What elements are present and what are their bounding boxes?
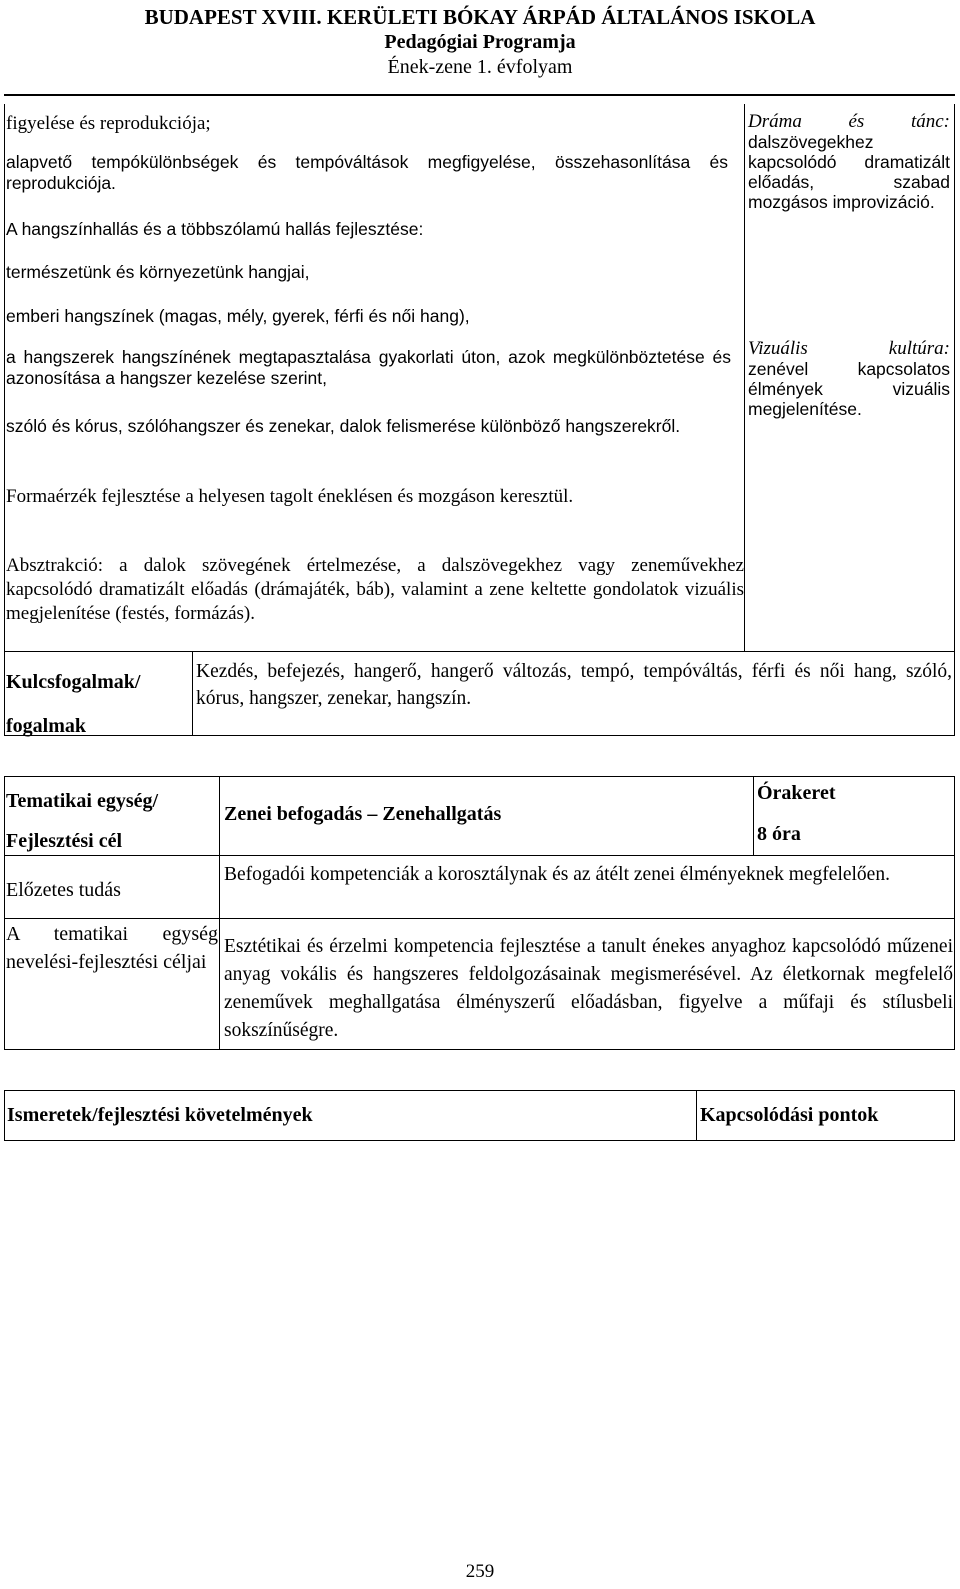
visual-text: zenével kapcsolatos élmények vizuális megjelenítése. [748,359,950,419]
unit-label-line: Fejlesztési cél [6,830,123,852]
unit-label [6,781,216,861]
unit-hours-divider [753,776,754,855]
paragraph: figyelése és reprodukciója; [6,113,211,134]
key-concepts-label: Kulcsfogalmak/ fogalmak [6,671,141,737]
visual-connection [748,339,950,419]
visual-title: Vizuális kultúra: [748,338,950,359]
paragraph: szóló és kórus, szólóhangszer és zenekar, dalok felismerése különböző hangszerekről. [6,416,681,436]
requirements-left-header: Ismeretek/fejlesztési követelmények [7,1104,313,1126]
header-rule [4,94,955,96]
school-name: BUDAPEST XVIII. KERÜLETI BÓKAY ÁRPÁD ÁLTALÁNOS ISKOLA [144,5,816,29]
drama-title: Dráma és tánc: [748,111,950,132]
page-header [0,0,960,80]
requirements-right-header: Kapcsolódási pontok [700,1104,879,1126]
program-title: Pedagógiai Programja [384,31,576,53]
paragraph: Absztrakció: a dalok szövegének értelmezése, a dalszövegekhez vagy zeneművekhez kapcsolódó dramatizált előadás (drámajáték, báb), valamint a zene keltette gondolatok vizuális megjelenítése (festés, formázás). [6,555,744,624]
requirements-divider [696,1090,697,1141]
prior-knowledge-text: Befogadói kompetenciák a korosztálynak és az átélt zenei élményeknek megfelelően. [224,864,890,885]
unit-goals-label: A tematikai egység nevelési-fejlesztési céljai [6,923,218,973]
unit-goals-text: Esztétikai és érzelmi kompetencia fejlesztése a tanult énekes anyaghoz kapcsolódó műzenei anyag vokális és hangszeres feldolgozásainak megismerésével. Az életkornak megfelelő zeneművek meghallgatása élményszerű előadásban, figyelve a műfaji és stílusbeli sokszínűségre. [224,936,953,1041]
paragraph: alapvető tempókülönbségek és tempóváltások megfigyelése, összehasonlítása és reprodukciója. [6,152,728,193]
paragraph: A hangszínhallás és a többszólamú hallás fejlesztése: [6,219,424,239]
key-concepts-text: Kezdés, befejezés, hangerő, hangerő változás, tempó, tempóváltás, férfi és női hang, szóló, kórus, hangszer, zenekar, hangszín. [196,661,952,709]
upper-key-row-divider [4,651,955,652]
page-number: 259 [465,1561,495,1582]
drama-text: dalszövegekhez kapcsolódó dramatizált előadás, szabad mozgásos improvizáció. [748,132,950,212]
unit-label-divider [219,776,220,1050]
paragraph: a hangszerek hangszínének megtapasztalása gyakorlati úton, azok megkülönböztetése és azonosítása a hangszer kezelése szerint, [6,347,731,388]
hours-value: 8 óra [757,823,801,845]
prior-knowledge-label: Előzetes tudás [6,879,121,901]
paragraph: emberi hangszínek (magas, mély, gyerek, férfi és női hang), [6,306,470,326]
unit-label-line: Tematikai egység/ [6,790,159,812]
upper-column-divider [744,104,745,652]
paragraph: Formaérzék fejlesztése a helyesen tagolt éneklésen és mozgáson keresztül. [6,486,574,507]
key-column-divider [192,651,193,736]
drama-connection [748,112,950,212]
paragraph: természetünk és környezetünk hangjai, [6,262,310,282]
hours-label: Órakeret [757,782,836,804]
grade-subtitle: Ének-zene 1. évfolyam [387,56,573,78]
unit-title: Zenei befogadás – Zenehallgatás [224,803,502,825]
